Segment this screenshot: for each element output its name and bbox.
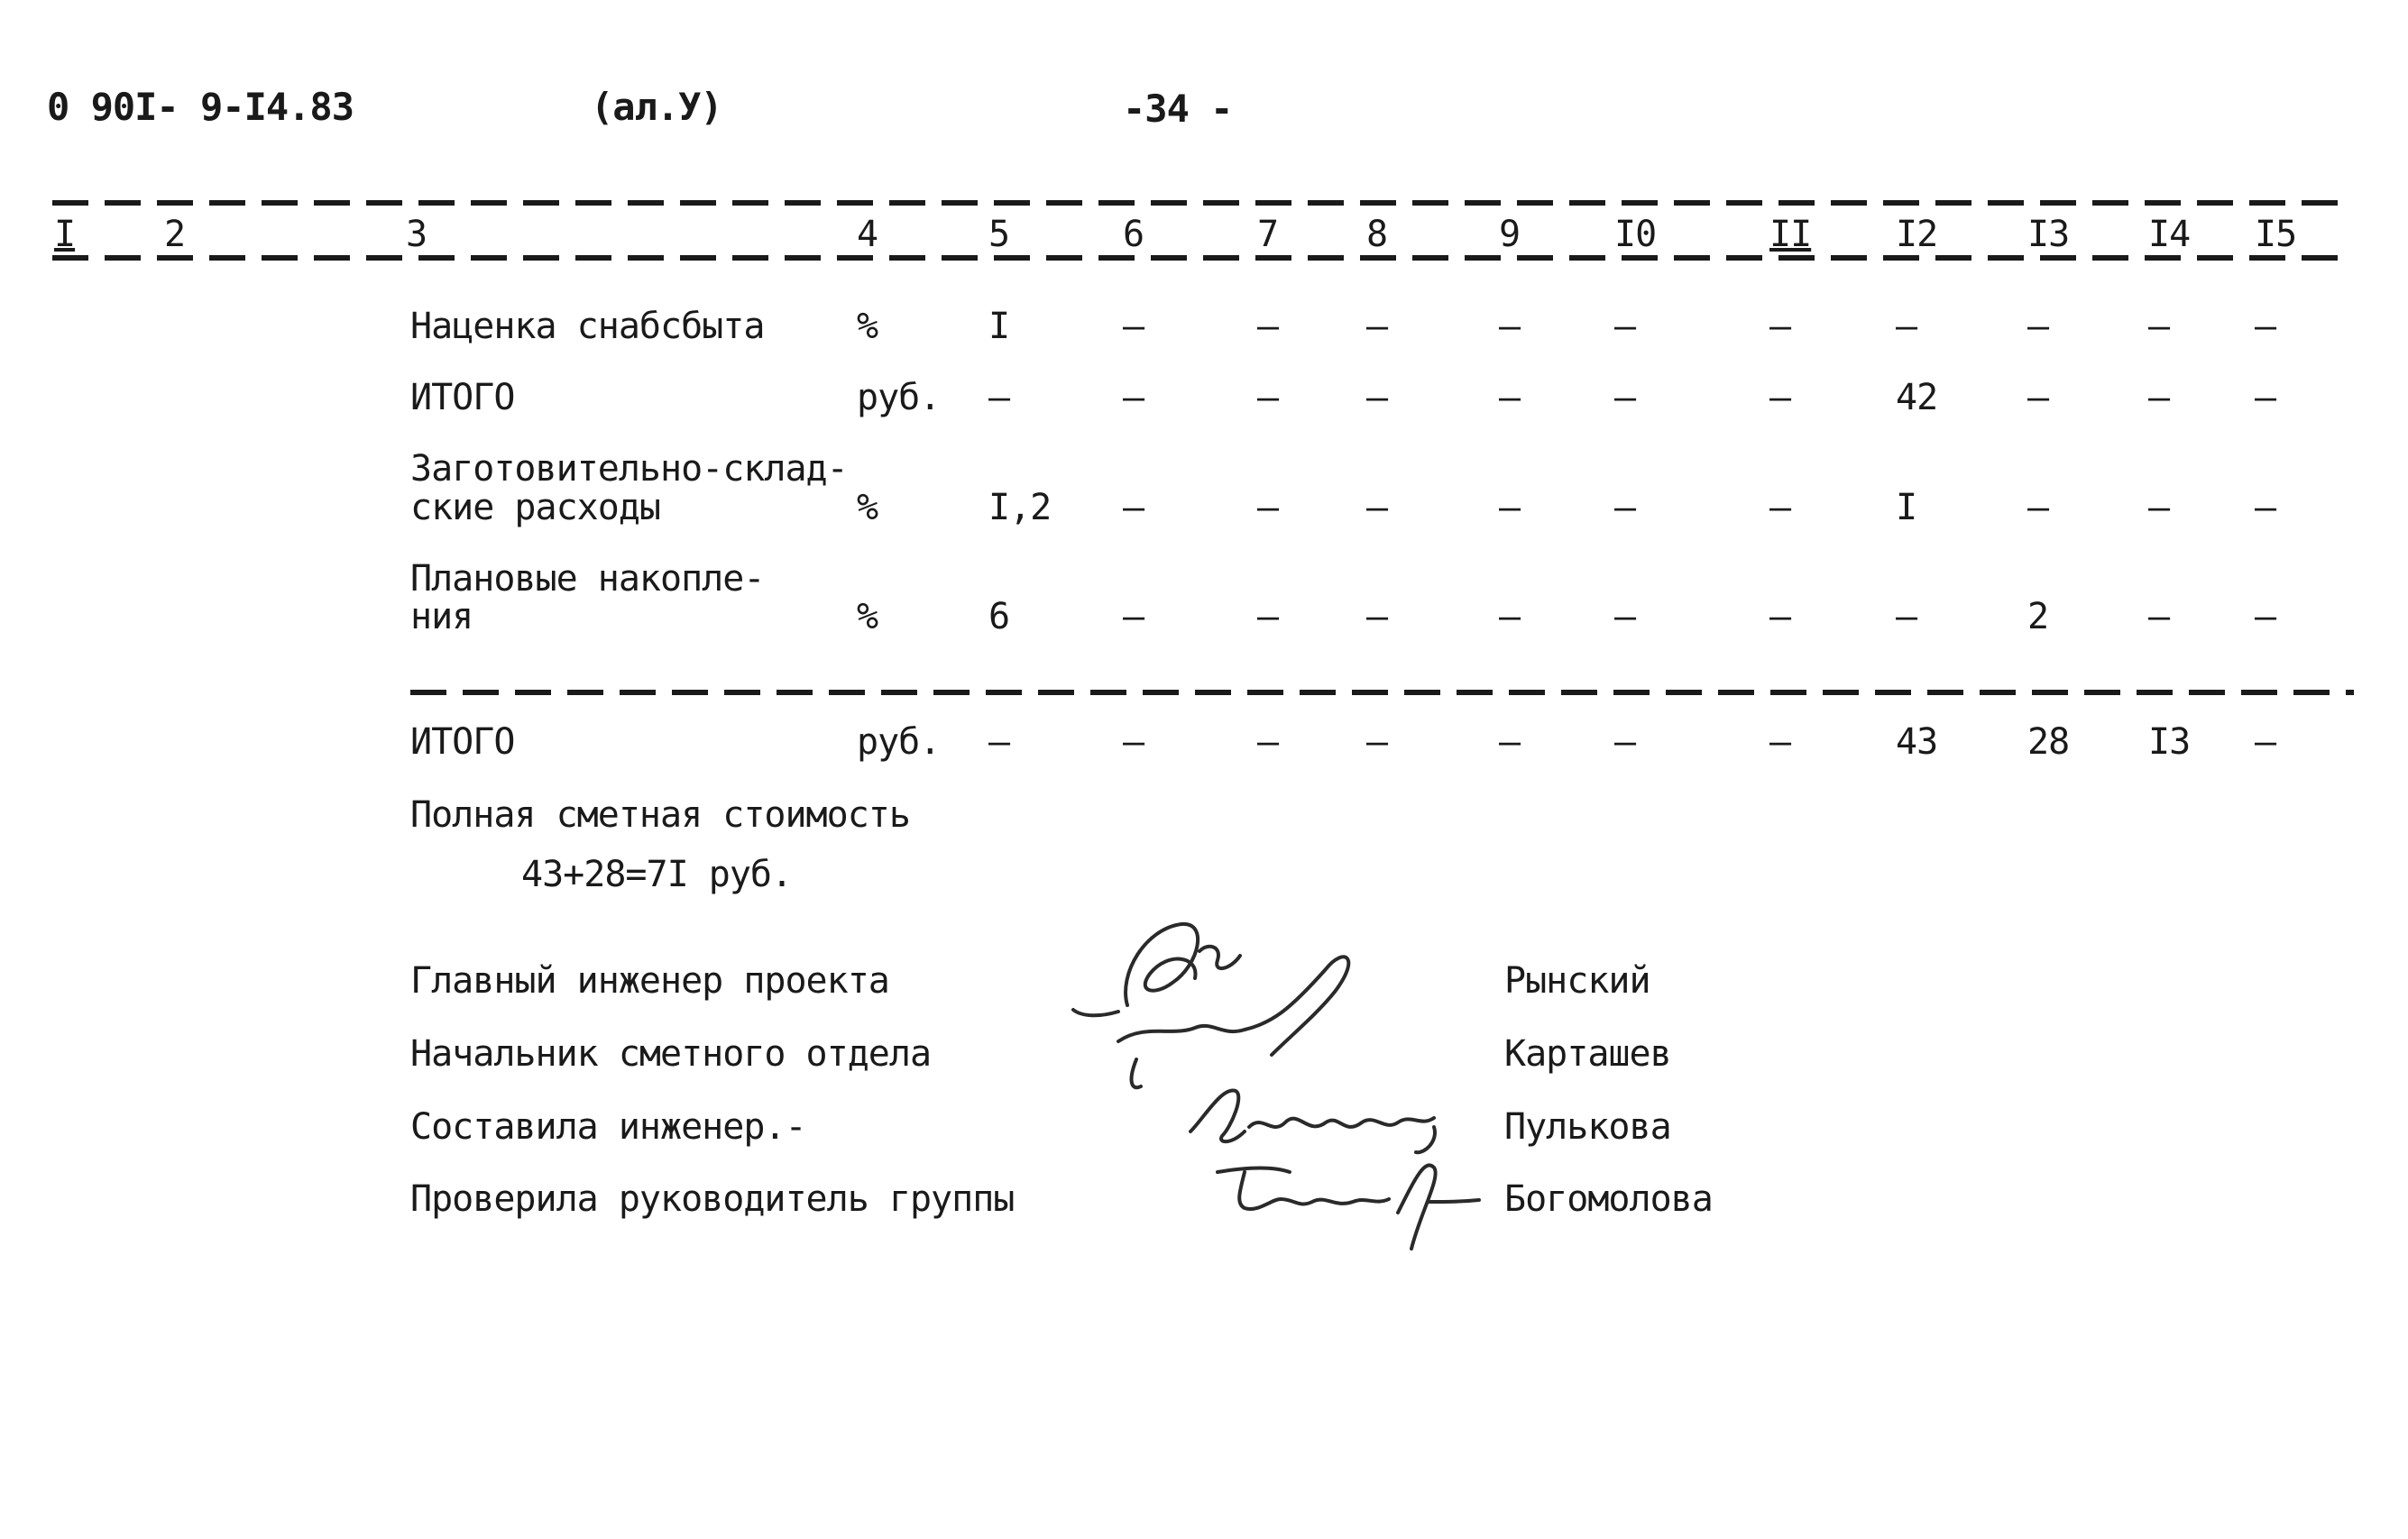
cell-col5: 6 [988, 596, 1010, 637]
cell-col8: – [1366, 306, 1388, 347]
cell-col5: – [988, 721, 1010, 763]
cell-col8: – [1366, 596, 1388, 637]
cell-col8: – [1366, 487, 1388, 528]
column-header: I2 [1896, 214, 1938, 255]
cell-col14: – [2148, 306, 2170, 347]
row-label: Заготовительно-склад- [410, 448, 848, 490]
cell-col9: – [1499, 596, 1521, 637]
signature-name: Карташев [1504, 1033, 1671, 1075]
column-header: 9 [1499, 214, 1521, 255]
cell-col10: – [1614, 377, 1636, 418]
signature-role: Начальник сметного отдела [410, 1033, 932, 1075]
cell-col11: – [1769, 377, 1791, 418]
cell-col7: – [1257, 306, 1279, 347]
cell-col11: – [1769, 306, 1791, 347]
unit-cell: руб. [857, 377, 941, 418]
column-header: 7 [1257, 214, 1279, 255]
cell-col6: – [1123, 721, 1144, 763]
cell-col13: – [2027, 487, 2049, 528]
cell-col6: – [1123, 596, 1144, 637]
unit-cell: % [857, 487, 878, 528]
cell-col12: I [1896, 487, 1917, 528]
column-header: 3 [406, 214, 427, 255]
cell-col11: – [1769, 487, 1791, 528]
row-label: ИТОГО [410, 377, 515, 418]
signature-role: Проверила руководитель группы [410, 1178, 1015, 1220]
signature-name: Пулькова [1504, 1106, 1671, 1148]
total-separator-rule [410, 690, 2354, 695]
album-label: (ал.У) [591, 85, 722, 129]
cell-col15: – [2255, 487, 2276, 528]
cell-col15: – [2255, 721, 2276, 763]
cell-col9: – [1499, 487, 1521, 528]
unit-cell: % [857, 306, 878, 347]
row-label: Плановые накопле- [410, 558, 765, 600]
unit-cell: % [857, 596, 878, 637]
signature-role: Составила инженер.- [410, 1106, 806, 1148]
cell-col15: – [2255, 596, 2276, 637]
signature-name: Рынский [1504, 960, 1650, 1002]
column-header: I3 [2027, 214, 2070, 255]
row-label: ния [410, 596, 473, 637]
cell-col7: – [1257, 721, 1279, 763]
cell-col9: – [1499, 721, 1521, 763]
cell-col13: – [2027, 306, 2049, 347]
cell-col14: I3 [2148, 721, 2191, 763]
cell-col14: – [2148, 487, 2170, 528]
cell-col7: – [1257, 596, 1279, 637]
cell-col8: – [1366, 377, 1388, 418]
column-header: 8 [1366, 214, 1388, 255]
cell-col10: – [1614, 306, 1636, 347]
column-header: I4 [2148, 214, 2191, 255]
header-top-rule [52, 200, 2354, 206]
handwritten-signature [1209, 1150, 1497, 1258]
cell-col12: – [1896, 306, 1917, 347]
row-label: ские расходы [410, 487, 660, 528]
cell-col5: I [988, 306, 1010, 347]
cell-col10: – [1614, 721, 1636, 763]
column-header: I5 [2255, 214, 2297, 255]
cell-col6: – [1123, 377, 1144, 418]
document-code: 0 90I- 9-I4.83 [47, 85, 354, 129]
summary-label: Полная сметная стоимость [410, 794, 910, 836]
cell-col12: 43 [1896, 721, 1938, 763]
cell-col10: – [1614, 596, 1636, 637]
cell-col15: – [2255, 306, 2276, 347]
column-header: 5 [988, 214, 1010, 255]
cell-col12: 42 [1896, 377, 1938, 418]
cell-col6: – [1123, 306, 1144, 347]
column-header: 6 [1123, 214, 1144, 255]
total-label: ИТОГО [410, 721, 515, 763]
cell-col6: – [1123, 487, 1144, 528]
cell-col11: – [1769, 596, 1791, 637]
column-header: 2 [164, 214, 186, 255]
signature-role: Главный инженер проекта [410, 960, 889, 1002]
unit-cell: руб. [857, 721, 941, 763]
page-number: -34 - [1123, 87, 1233, 131]
column-header: II [1769, 214, 1812, 255]
column-header: I0 [1614, 214, 1657, 255]
row-label: Наценка снабсбыта [410, 306, 765, 347]
cell-col9: – [1499, 306, 1521, 347]
cell-col11: – [1769, 721, 1791, 763]
cell-col7: – [1257, 487, 1279, 528]
cell-col14: – [2148, 377, 2170, 418]
cell-col13: – [2027, 377, 2049, 418]
signature-name: Богомолова [1504, 1178, 1713, 1220]
cell-col7: – [1257, 377, 1279, 418]
cell-col13: 28 [2027, 721, 2070, 763]
cell-col14: – [2148, 596, 2170, 637]
column-header: I [54, 214, 76, 255]
cell-col15: – [2255, 377, 2276, 418]
header-bottom-rule [52, 255, 2354, 261]
cell-col5: – [988, 377, 1010, 418]
summary-formula: 43+28=7I руб. [521, 854, 793, 895]
cell-col13: 2 [2027, 596, 2049, 637]
cell-col9: – [1499, 377, 1521, 418]
cell-col12: – [1896, 596, 1917, 637]
column-header: 4 [857, 214, 878, 255]
cell-col5: I,2 [988, 487, 1052, 528]
cell-col8: – [1366, 721, 1388, 763]
cell-col10: – [1614, 487, 1636, 528]
